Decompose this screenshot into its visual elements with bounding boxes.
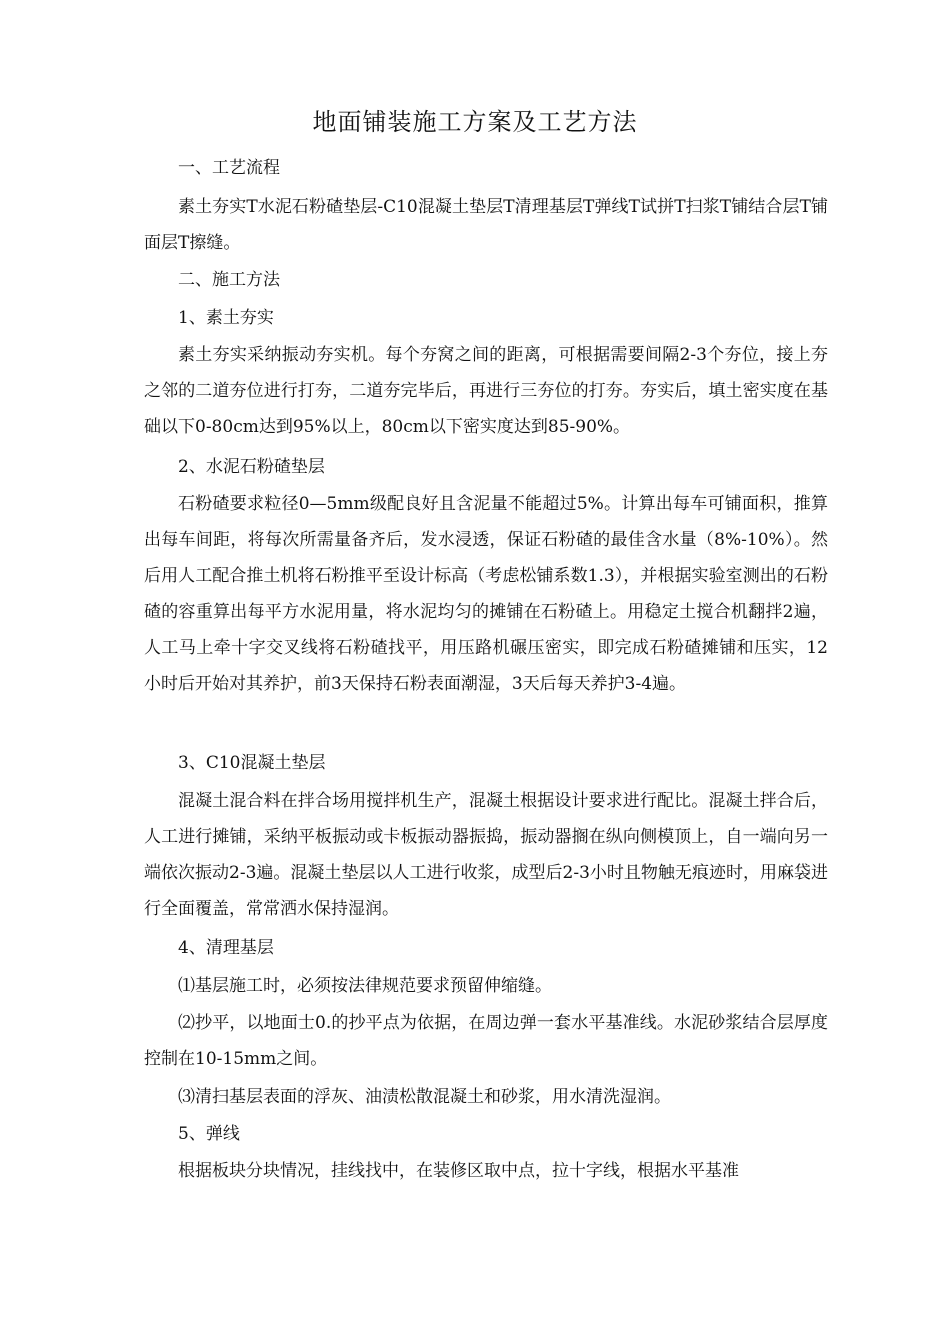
paragraph-process-flow: 素土夯实T水泥石粉碴垫层-C10混凝土垫层T清理基层T弹线T试拼T扫浆T铺结合层T铺面层T擦缝。 <box>144 197 828 253</box>
paragraph-clean-base-1: ⑴基层施工时，必须按法律规范要求预留伸缩缝。 <box>178 976 552 996</box>
document-title: 地面铺装施工方案及工艺方法 <box>312 108 638 136</box>
paragraph-clean-base-3: ⑶清扫基层表面的浮灰、油渍松散混凝土和砂浆，用水清洗湿润。 <box>178 1087 671 1107</box>
subheading-concrete-layer: 3、C10混凝土垫层 <box>178 753 326 773</box>
section-heading-methods: 二、施工方法 <box>178 270 280 290</box>
subheading-clean-base: 4、清理基层 <box>178 938 274 958</box>
section-heading-process: 一、工艺流程 <box>178 158 280 178</box>
paragraph-line-marking: 根据板块分块情况，挂线找中，在装修区取中点，拉十字线，根据水平基准 <box>178 1161 739 1181</box>
subheading-line-marking: 5、弹线 <box>178 1124 240 1144</box>
subheading-soil-compaction: 1、素土夯实 <box>178 308 274 328</box>
subheading-stone-powder-layer: 2、水泥石粉碴垫层 <box>178 457 325 477</box>
paragraph-soil-compaction: 素土夯实采纳振动夯实机。每个夯窝之间的距离，可根据需要间隔2-3个夯位，接上夯之邻的二道夯位进行打夯，二道夯完毕后，再进行三夯位的打夯。夯实后，填土密实度在基础以下0-80cm达到95%以上，80cm以下密实度达到85-90%。 <box>144 345 828 437</box>
paragraph-clean-base-2: ⑵抄平，以地面士0.的抄平点为依据，在周边弹一套水平基准线。水泥砂浆结合层厚度控制在10-15mm之间。 <box>144 1013 828 1069</box>
paragraph-stone-powder-layer: 石粉碴要求粒径0—5mm级配良好且含泥量不能超过5%。计算出每车可铺面积，推算出每车间距，将每次所需量备齐后，发水浸透，保证石粉碴的最佳含水量（8%-10%）。然后用人工配合推土机将石粉推平至设计标高（考虑松铺系数1.3），并根据实验室测出的石粉碴的容重算出每平方水泥用量，将水泥均匀的摊铺在石粉碴上。用稳定土搅合机翻拌2遍，人工马上牵十字交叉线将石粉碴找平，用压路机碾压密实，即完成石粉碴摊铺和压实，12小时后开始对其养护，前3天保持石粉表面潮湿，3天后每天养护3-4遍。 <box>144 494 828 694</box>
paragraph-concrete-layer: 混凝土混合料在拌合场用搅拌机生产，混凝土根据设计要求进行配比。混凝土拌合后，人工进行摊铺，采纳平板振动或卡板振动器振捣，振动器搁在纵向侧模顶上，自一端向另一端依次振动2-3遍。混凝土垫层以人工进行收浆，成型后2-3小时且物触无痕迹时，用麻袋进行全面覆盖，常常洒水保持湿润。 <box>144 791 828 919</box>
